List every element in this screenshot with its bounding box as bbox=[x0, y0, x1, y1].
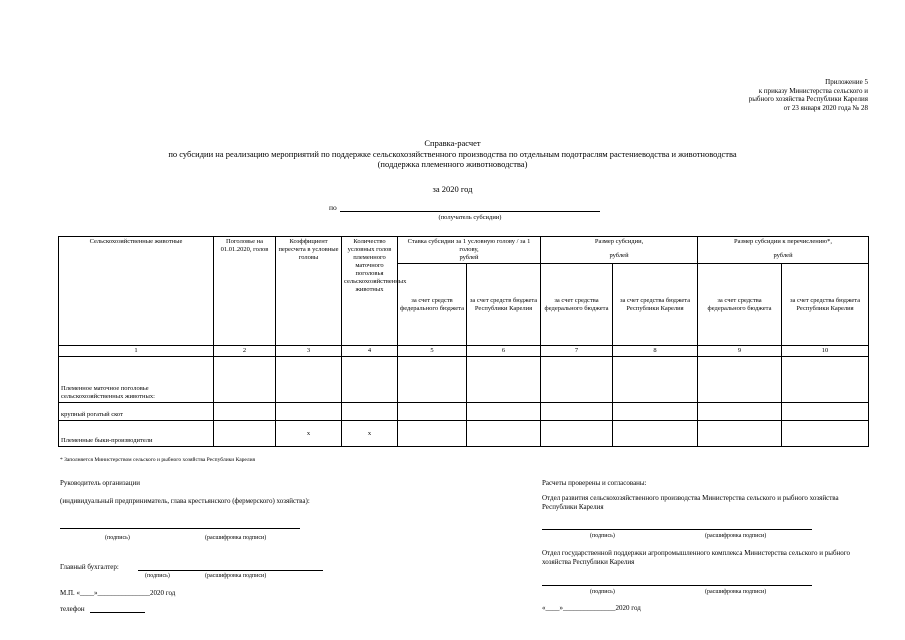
table-row bbox=[59, 357, 869, 403]
x-mark: х bbox=[276, 421, 342, 447]
table-cell[interactable] bbox=[782, 421, 869, 447]
document-title bbox=[0, 138, 905, 170]
approval-date: «____»_______________2020 год bbox=[542, 604, 641, 612]
table-cell[interactable] bbox=[214, 403, 276, 421]
table-cell[interactable] bbox=[398, 421, 467, 447]
column-number: 2 bbox=[214, 346, 276, 357]
table-cell[interactable] bbox=[698, 357, 782, 403]
column-number: 8 bbox=[613, 346, 698, 357]
header-size-unit: рублей bbox=[609, 252, 629, 259]
sign-caption: (подпись) bbox=[590, 589, 615, 595]
header-rate-text: Ставка субсидии за 1 условную голову / за 1 голову, bbox=[407, 238, 531, 253]
column-number: 1 bbox=[59, 346, 214, 357]
phone-field[interactable] bbox=[90, 612, 145, 613]
header-transfer-text: Размер субсидии к перечислению*, bbox=[734, 238, 832, 245]
table-cell[interactable] bbox=[467, 421, 541, 447]
table-cell[interactable] bbox=[467, 403, 541, 421]
header-rate-unit: рублей bbox=[459, 254, 479, 261]
table-row bbox=[59, 403, 869, 421]
header-federal: за счет средств федерального бюджета bbox=[398, 264, 467, 346]
table-cell[interactable] bbox=[398, 357, 467, 403]
appendix-line: рыбного хозяйства Республики Карелия bbox=[748, 95, 868, 104]
table-cell[interactable] bbox=[276, 357, 342, 403]
header-transfer bbox=[698, 237, 869, 264]
column-number: 7 bbox=[541, 346, 613, 357]
header-animals: Сельскохозяйственные животные bbox=[59, 237, 214, 346]
recipient-prefix: по bbox=[329, 203, 337, 212]
table-cell[interactable] bbox=[276, 403, 342, 421]
table-cell[interactable] bbox=[342, 357, 398, 403]
head-signature-line[interactable] bbox=[60, 528, 300, 529]
table-cell[interactable] bbox=[467, 357, 541, 403]
header-regional-2: за счет средства бюджета Республики Карелия bbox=[613, 264, 698, 346]
table-cell[interactable] bbox=[214, 421, 276, 447]
column-number: 6 bbox=[467, 346, 541, 357]
dept1-label: Отдел развития сельскохозяйственного производства Министерства сельского и рыбного хозяйства Республики Карелия bbox=[542, 494, 839, 511]
table-cell[interactable] bbox=[342, 403, 398, 421]
row-label: Племенное маточное поголовье сельскохозяйственных животных: bbox=[59, 357, 214, 403]
title-line: (поддержка племенного животноводства) bbox=[377, 159, 528, 169]
table-cell[interactable] bbox=[613, 403, 698, 421]
table-cell[interactable] bbox=[782, 357, 869, 403]
subsidy-table bbox=[58, 236, 869, 447]
header-coefficient: Коэффициент пересчета в условные головы bbox=[276, 237, 342, 346]
decode-caption: (расшифровка подписи) bbox=[705, 589, 767, 595]
decode-caption: (расшифровка подписи) bbox=[705, 533, 767, 539]
appendix-line: от 23 января 2020 года № 28 bbox=[783, 103, 868, 112]
decode-caption: (расшифровка подписи) bbox=[205, 535, 267, 541]
appendix-line: к приказу Министерства сельского и bbox=[758, 86, 868, 95]
column-number: 9 bbox=[698, 346, 782, 357]
table-row bbox=[59, 421, 869, 447]
table-cell[interactable] bbox=[541, 357, 613, 403]
stamp-date: М.П. «____»_______________2020 год bbox=[60, 589, 176, 597]
header-rate bbox=[398, 237, 541, 264]
header-regional-3: за счет средства бюджета Республики Карелия bbox=[782, 264, 869, 346]
row-label: Племенные быки-производители bbox=[59, 421, 214, 447]
header-size-text: Размер субсидии, bbox=[594, 238, 644, 245]
ip-label: (индивидуальный предприниматель, глава крестьянского (фермерского) хозяйства): bbox=[60, 497, 310, 505]
column-number: 4 bbox=[342, 346, 398, 357]
report-year: за 2020 год bbox=[432, 184, 473, 194]
dept1-signature-line[interactable] bbox=[542, 529, 812, 530]
table-cell[interactable] bbox=[214, 357, 276, 403]
checked-label: Расчеты проверены и согласованы: bbox=[542, 479, 647, 487]
x-mark: х bbox=[342, 421, 398, 447]
header-livestock: Поголовье на 01.01.2020, голов bbox=[214, 237, 276, 346]
table-cell[interactable] bbox=[782, 403, 869, 421]
column-number: 5 bbox=[398, 346, 467, 357]
recipient-field[interactable] bbox=[340, 211, 600, 212]
header-federal-3: за счет средства федерального бюджета bbox=[698, 264, 782, 346]
column-number: 3 bbox=[276, 346, 342, 357]
title-line: по субсидии на реализацию мероприятий по поддержке сельскохозяйственного производства по отдельным подотраслям растениеводства и животноводства bbox=[168, 148, 737, 159]
appendix-line: Приложение 5 bbox=[825, 78, 868, 86]
sign-caption: (подпись) bbox=[105, 535, 130, 541]
header-size bbox=[541, 237, 698, 264]
header-federal-2: за счет средства федерального бюджета bbox=[541, 264, 613, 346]
row-label: крупный рогатый скот bbox=[59, 403, 214, 421]
column-number: 10 bbox=[782, 346, 869, 357]
header-regional: за счет средств бюджета Республики Карелия bbox=[467, 264, 541, 346]
recipient-caption: (получатель субсидии) bbox=[438, 214, 502, 221]
accountant-label: Главный бухгалтер: bbox=[60, 563, 119, 571]
appendix-block bbox=[749, 78, 868, 112]
phone-label: телефон bbox=[60, 605, 85, 613]
decode-caption: (расшифровка подписи) bbox=[205, 573, 267, 579]
accountant-signature-line[interactable] bbox=[138, 570, 323, 571]
table-cell[interactable] bbox=[541, 421, 613, 447]
dept2-label: Отдел государственной поддержки агропромышленного комплекса Министерства сельского и рыбного хозяйства Республики Карелия bbox=[542, 549, 850, 566]
table-cell[interactable] bbox=[541, 403, 613, 421]
table-cell[interactable] bbox=[698, 421, 782, 447]
column-number-row bbox=[59, 346, 869, 357]
sign-caption: (подпись) bbox=[145, 573, 170, 579]
header-count: Количество условных голов племенного маточного поголовья сельскохозяйственных животных bbox=[342, 237, 398, 346]
table-cell[interactable] bbox=[398, 403, 467, 421]
dept2-signature-line[interactable] bbox=[542, 585, 812, 586]
title-line: Справка-расчет bbox=[424, 138, 481, 148]
footnote: * Заполняется Министерством сельского и рыбного хозяйства Республики Карелия bbox=[60, 457, 256, 463]
header-transfer-unit: рублей bbox=[773, 252, 793, 259]
table-cell[interactable] bbox=[613, 357, 698, 403]
table-cell[interactable] bbox=[613, 421, 698, 447]
table-cell[interactable] bbox=[698, 403, 782, 421]
head-label: Руководитель организации bbox=[60, 479, 140, 487]
sign-caption: (подпись) bbox=[590, 533, 615, 539]
